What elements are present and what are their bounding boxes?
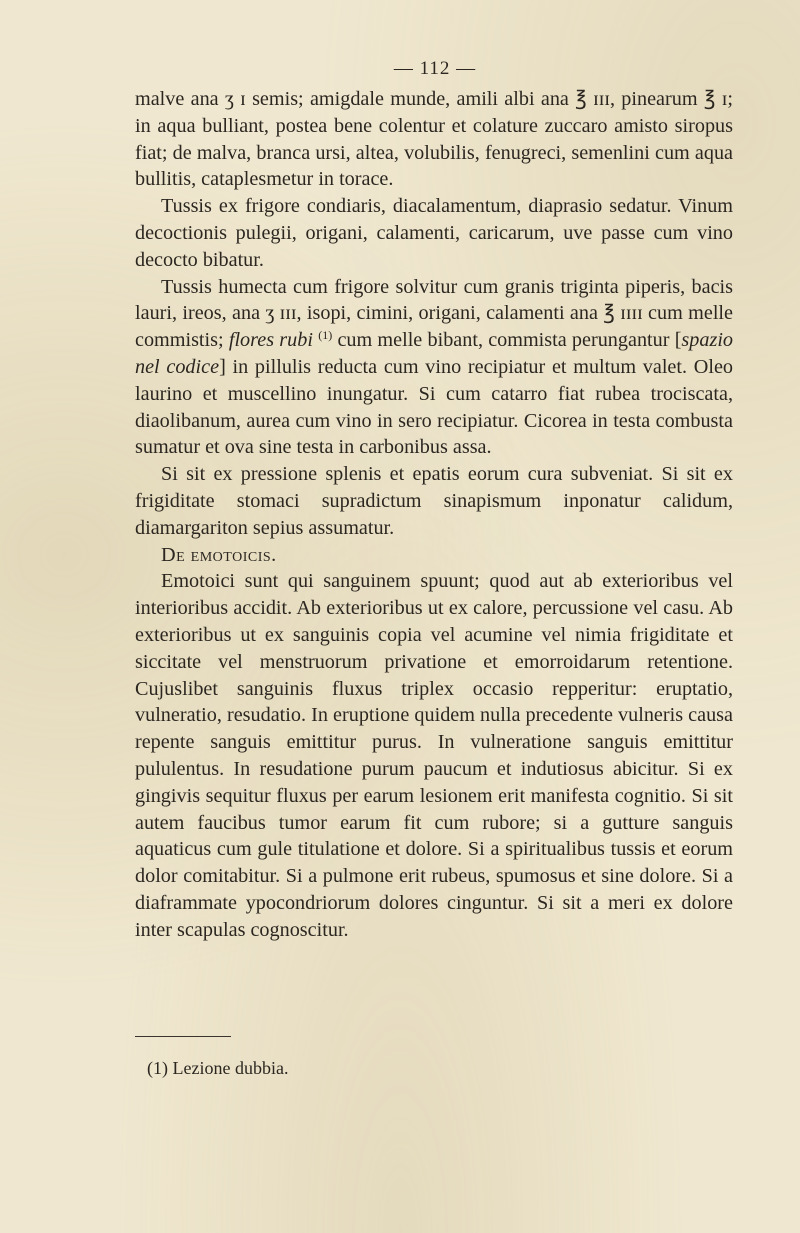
body-text (135, 86, 733, 944)
footnote-divider (135, 1036, 231, 1037)
editorial-note: spazio nel codice (135, 329, 734, 378)
paragraph-3 (135, 274, 733, 462)
paragraph-4: Si sit ex pressione splenis et epatis eorum cura subveniat. Si sit ex frigiditate stomaci supradictum sinapismum inponatur calidum, diamargariton sepius assumatur. (135, 463, 733, 539)
page-number: — 112 — (393, 58, 477, 79)
paragraph-2: Tussis ex frigore condiaris, diacalamentum, diaprasio sedatur. Vinum decoctionis pulegii, origani, calamenti, caricarum, uve passe cum vino decocto bibatur. (135, 195, 733, 271)
paragraph-5: Emotoici sunt qui sanguinem spuunt; quod aut ab exterioribus vel interioribus accidit. Ab exterioribus ut ex calore, percussione vel casu. Ab exterioribus ut ex sanguinis copia vel acumine vel nimia frigiditate et siccitate vel menstruorum privatione et emorroidarum retentione. Cujuslibet sanguinis fluxus triplex occasio repperitur: eruptatio, vulneratio, resudatio. In eruptione quidem nulla precedente vulneris causa repente sanguis emittitur purus. In vulneratione sanguis emittitur pululentus. In resudatione purum paucum et indutiosus abicitur. Si ex gingivis sequitur fluxus per earum lesionem erit manifesta cognitio. Si sit autem faucibus tumor earum fit cum rubore; si a gutture sanguis aquaticus cum gule titulatione et dolore. Si a spiritualibus tussis et eorum dolor comitabitur. Si a pulmone erit rubeus, spumosus et sine dolore. Si a diaframmate ypocondriorum dolores cinguntur. Si sit a meri ex dolore inter scapulas cognoscitur. (135, 570, 733, 941)
footnote: (1) Lezione dubbia. (147, 1058, 289, 1078)
footnote-reference: (1) (318, 328, 333, 343)
paragraph-3-part-c: ] in pillulis reducta cum vino recipiatur et multum valet. Oleo laurino et muscellino inungatur. Si cum catarro fiat rubea trociscata, diaolibanum, aurea cum vino in sero recipiatur. Cicorea in testa combusta sumatur et ova sine testa in carbonibus assa. (135, 355, 734, 459)
section-heading: De emotoicis. (161, 543, 277, 566)
paragraph-1: malve ana ʒ ɪ semis; amigdale munde, amili albi ana ℥ ɪɪɪ, pinearum ℥ ɪ; in aqua bulliant, postea bene colentur et colature zuccaro amisto siropus fiat; de malva, branca ursi, altea, volubilis, fenugreci, semenlini cum aqua bullitis, cataplesmetur in torace. (135, 88, 733, 191)
italic-phrase: flores rubi (228, 329, 313, 352)
paragraph-3-part-b: cum melle bibant, commista perungantur [ (337, 329, 682, 352)
paragraph-3-part-a: Tussis humecta cum frigore solvitur cum granis triginta piperis, bacis lauri, ireos, ana ʒ ɪɪɪ, isopi, cimini, origani, calamenti ana ℥ ɪɪɪɪ cum melle commistis; (135, 275, 733, 352)
